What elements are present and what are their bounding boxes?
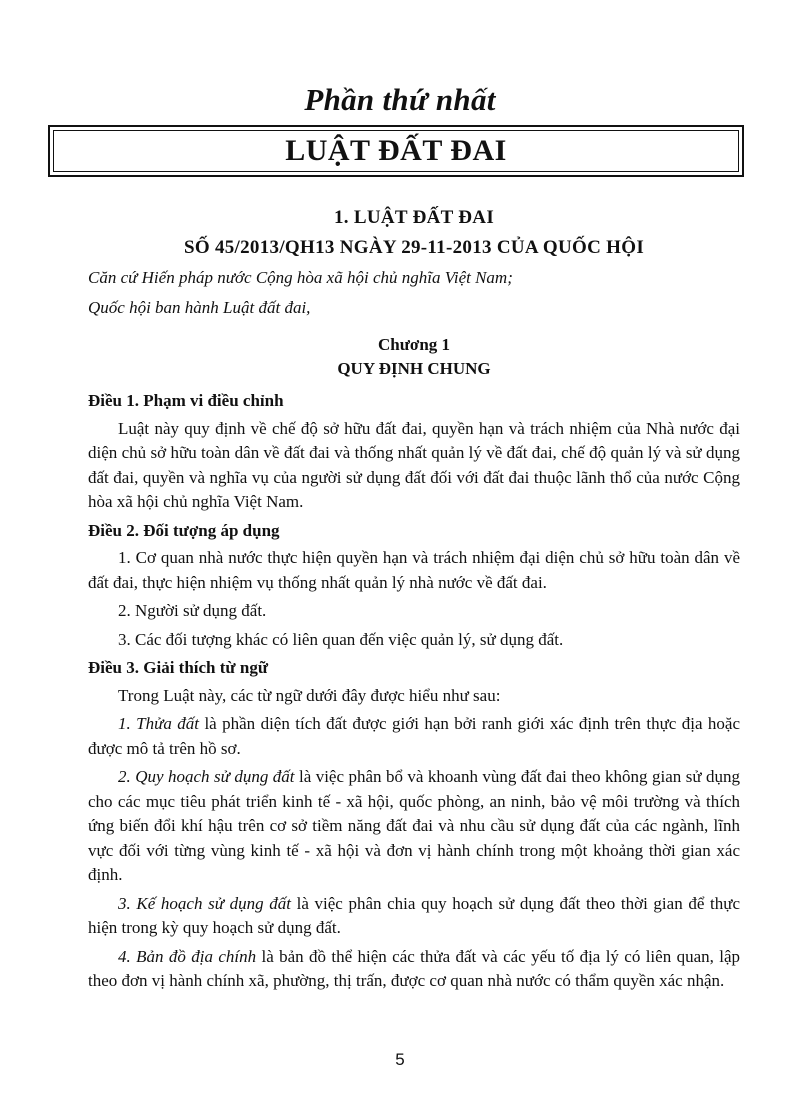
preamble-line: Quốc hội ban hành Luật đất đai,: [88, 298, 311, 317]
chapter-number: Chương 1: [377, 335, 451, 354]
preamble-line: Căn cứ Hiến pháp nước Cộng hòa xã hội chủ nghĩa Việt Nam;: [88, 268, 513, 287]
boxed-title: LUẬT ĐẤT ĐAI: [53, 130, 739, 172]
article-2-item: 2. Người sử dụng đất.: [118, 601, 267, 620]
article-1-title: Điều 1. Phạm vi điều chỉnh: [88, 391, 284, 410]
article-1-body: Luật này quy định về chế độ sở hữu đất đai, quyền hạn và trách nhiệm của Nhà nước đại diện chủ sở hữu toàn dân về đất đai và thống nhất quản lý về đất đai, chế độ quản lý và sử dụng đất đai, quyền và nghĩa vụ của người sử dụng đất đối với đất đai thuộc lãnh thổ của nước Cộng hòa xã hội chủ nghĩa Việt Nam.: [88, 418, 740, 511]
article-2-title: Điều 2. Đối tượng áp dụng: [88, 520, 280, 540]
law-title-line1: 1. LUẬT ĐẤT ĐAI: [333, 207, 495, 228]
article-3-intro: Trong Luật này, các từ ngữ dưới đây được hiểu như sau:: [118, 685, 501, 705]
article-2-item: 1. Cơ quan nhà nước thực hiện quyền hạn và trách nhiệm đại diện chủ sở hữu toàn dân về đất đai, thực hiện nhiệm vụ thống nhất quản lý nhà nước về đất đai.: [88, 548, 740, 592]
chapter-heading: [88, 333, 740, 381]
article-3-item: [88, 945, 740, 994]
article-3-title: Điều 3. Giải thích từ ngữ: [88, 658, 269, 677]
defined-term: 3. Kế hoạch sử dụng đất: [118, 893, 291, 913]
preamble: [88, 263, 740, 323]
part-title: Phần thứ nhất: [304, 82, 496, 117]
article-3-item: [88, 765, 740, 888]
chapter-name: QUY ĐỊNH CHUNG: [337, 359, 491, 378]
defined-term: 1. Thửa đất: [118, 714, 200, 733]
boxed-title-frame: [48, 125, 744, 177]
law-title: [88, 203, 740, 263]
document-content: [88, 203, 740, 998]
definition-text: là bản đồ thể hiện các thửa đất và các yếu tố địa lý có liên quan, lập theo đơn vị hành chính xã, phường, thị trấn, được cơ quan nhà nước có thẩm quyền xác nhận.: [88, 946, 740, 990]
article-2-item: 3. Các đối tượng khác có liên quan đến việc quản lý, sử dụng đất.: [118, 629, 564, 649]
article-3-item: [88, 892, 740, 941]
definition-text: là phần diện tích đất được giới hạn bởi ranh giới xác định trên thực địa hoặc được mô tả trên hồ sơ.: [88, 714, 741, 758]
law-title-line2: SỐ 45/2013/QH13 NGÀY 29-11-2013 CỦA QUỐC HỘI: [183, 237, 645, 258]
definition-text: là việc phân chia quy hoạch sử dụng đất theo thời gian để thực hiện trong kỳ quy hoạch sử dụng đất.: [88, 893, 740, 937]
defined-term: 2. Quy hoạch sử dụng đất: [118, 767, 295, 786]
definition-text: là việc phân bổ và khoanh vùng đất đai theo không gian sử dụng cho các mục tiêu phát triển kinh tế - xã hội, quốc phòng, an ninh, bảo vệ môi trường và thích ứng biến đổi khí hậu trên cơ sở tiềm năng đất đai và nhu cầu sử dụng đất của các ngành, lĩnh vực đối với từng vùng kinh tế - xã hội và đơn vị hành chính trong một khoảng thời gian xác định.: [88, 767, 741, 884]
defined-term: 4. Bản đồ địa chính: [118, 946, 257, 966]
article-3-item: [88, 712, 740, 761]
page-number: 5: [395, 1050, 405, 1069]
